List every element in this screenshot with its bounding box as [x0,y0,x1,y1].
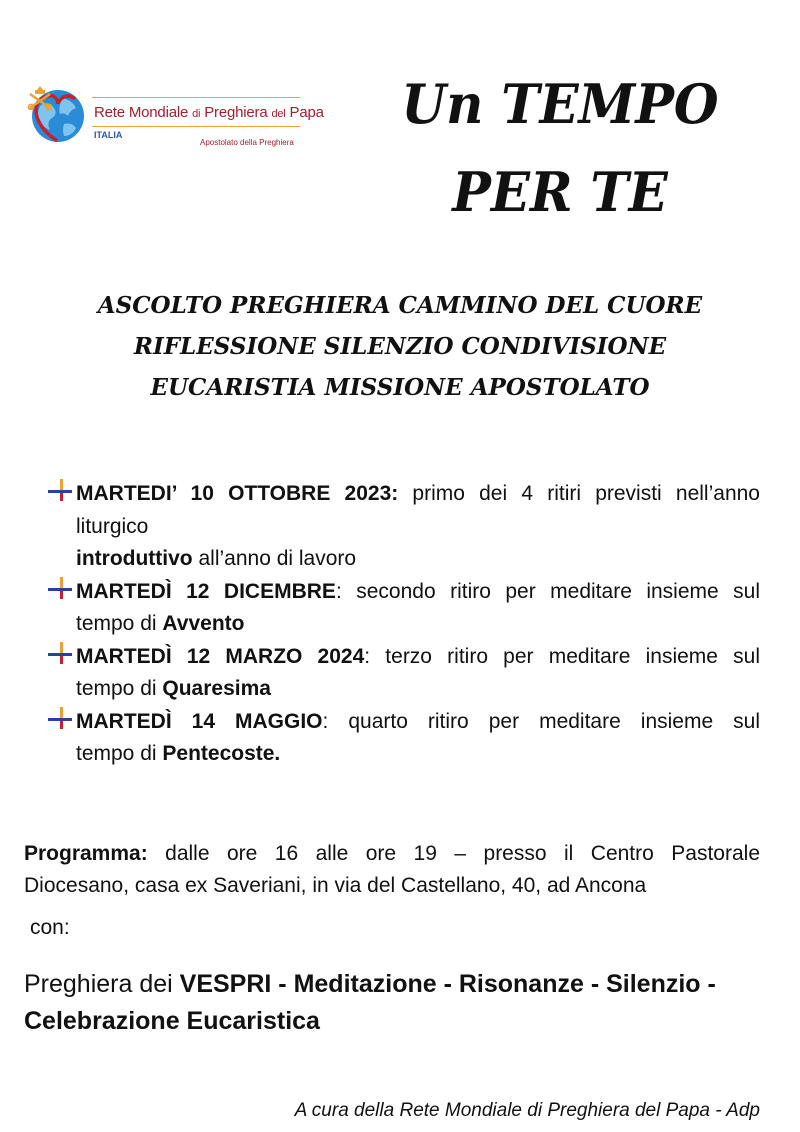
event-item [48,478,760,576]
event-text: tempo di [76,612,163,635]
logo-name [94,104,324,121]
footer-credit: A cura della Rete Mondiale di Preghiera del Papa - Adp [294,1100,760,1121]
event-text: tempo di [76,742,163,765]
event-line [76,543,760,576]
event-highlight: Avvento [162,612,245,635]
event-item [48,706,760,771]
event-line [76,738,760,771]
event-text: : secondo ritiro per meditare insieme sul [335,579,760,603]
event-text: primo dei 4 ritiri previsti nell’anno [398,482,760,505]
schedule-line: Celebrazione Eucaristica [24,1007,320,1035]
program-label: Programma: [24,842,148,865]
event-date: MARTEDÌ 14 MAGGIO [76,709,323,733]
event-text: all’anno di lavoro [192,547,357,570]
title-line: Un TEMPO [401,72,719,136]
event-item [48,576,760,641]
event-text: : quarto ritiro per meditare insieme sul [322,709,760,733]
page-title [399,60,722,236]
con-label: con: [30,916,70,939]
program-text: dalle ore 16 alle ore 19 – presso il Centro Pastorale [147,842,760,865]
cross-bullet-icon [48,707,72,731]
logo-subtitle: Apostolato della Preghiera [200,138,294,147]
event-highlight: introduttivo [76,547,193,570]
event-text: liturgico [76,514,149,538]
event-line [76,608,760,641]
logo-name-part: Preghiera [200,104,272,121]
title-line: PER TE [452,160,668,224]
schedule-prefix: Preghiera dei [24,970,180,998]
logo-name-part: Papa [285,104,324,121]
logo-bottom-rule [92,126,300,127]
program-line [24,838,760,870]
event-date: MARTEDÌ 12 MARZO 2024 [76,644,365,668]
event-line [76,641,760,674]
event-line [76,673,760,706]
theme-line: ASCOLTO PREGHIERA CAMMINO DEL CUORE [97,292,703,319]
schedule-items: VESPRI - Meditazione - Risonanze - Silenzio - [179,970,716,998]
logo-name-part: del [271,108,286,120]
event-highlight: Pentecoste. [162,742,281,765]
event-date: MARTEDÌ 12 DICEMBRE [76,579,336,603]
logo-top-rule [92,97,300,98]
event-line [76,478,760,511]
cross-bullet-icon [48,642,72,666]
theme-line: EUCARISTIA MISSIONE APOSTOLATO [150,374,650,401]
schedule-block [24,966,764,1040]
logo-name-part: di [192,108,201,120]
schedule-line [24,966,764,1003]
program-text: Diocesano, casa ex Saveriani, in via del Castellano, 40, ad Ancona [24,874,647,897]
event-text: : terzo ritiro per meditare insieme sul [364,644,760,668]
papal-keys-icon [26,84,54,110]
event-date: MARTEDI’ 10 OTTOBRE 2023: [76,482,399,505]
logo-country: ITALIA [94,130,123,140]
logo-name-part: Rete Mondiale [94,104,193,121]
organization-logo [26,84,336,154]
cross-bullet-icon [48,577,72,601]
event-line [76,706,760,739]
cross-bullet-icon [48,479,72,503]
themes-block [20,285,780,408]
event-line [76,576,760,609]
event-item [48,641,760,706]
event-highlight: Quaresima [162,677,271,700]
event-text: tempo di [76,677,163,700]
events-list [48,478,760,771]
program-block [24,838,760,902]
theme-line: RIFLESSIONE SILENZIO CONDIVISIONE [133,333,667,360]
